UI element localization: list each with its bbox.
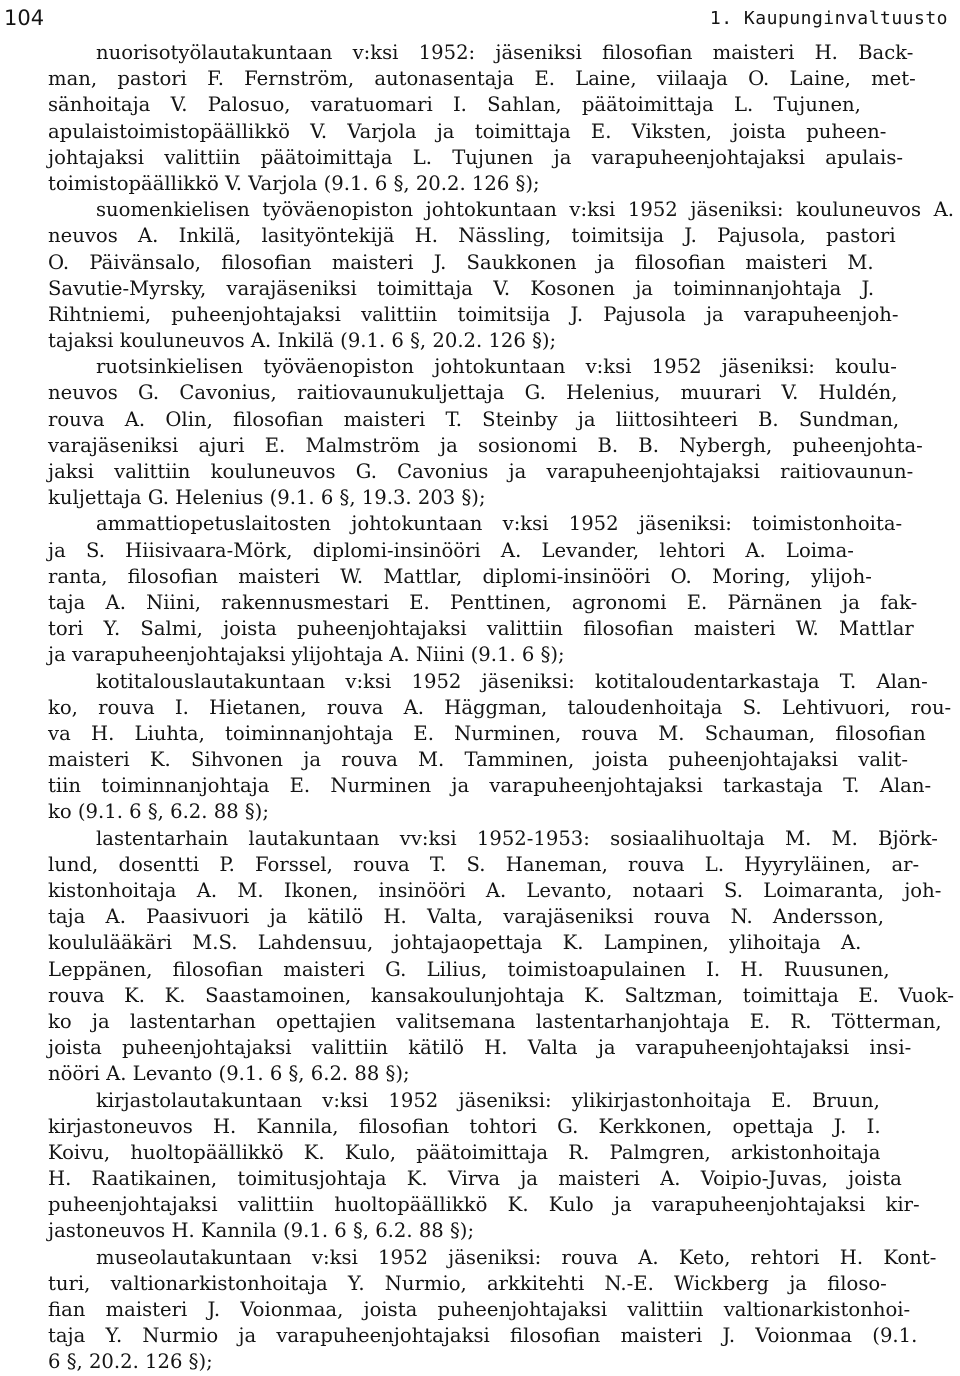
text-line: fian maisteri J. Voionmaa, joista puheenjohtajaksi valittiin valtionarkistonhoi- xyxy=(48,1298,911,1321)
text-line: koululääkäri M.S. Lahdensuu, johtajaopettaja K. Lampinen, ylihoitaja A. xyxy=(48,931,862,955)
text-line: ranta, filosofian maisteri W. Mattlar, diplomi-insinööri O. Moring, ylijoh- xyxy=(48,564,872,588)
text-line: johtajaksi valittiin päätoimittaja L. Tujunen ja varapuheenjohtajaksi apulais- xyxy=(48,145,903,169)
text-line: turi, valtionarkistonhoitaja Y. Nurmio, arkkitehti N.-E. Wickberg ja filoso- xyxy=(48,1271,887,1295)
text-line: taja Y. Nurmio ja varapuheenjohtajaksi filosofian maisteri J. Voionmaa (9.1. xyxy=(48,1324,918,1348)
text-line: rouva K. K. Saastamoinen, kansakoulunjohtaja K. Saltzman, toimittaja E. Vuok- xyxy=(48,983,954,1007)
text-line: va H. Liuhta, toiminnanjohtaja E. Nurminen, rouva M. Schauman, filosofian xyxy=(48,721,926,745)
text-line: ja S. Hiisivaara-Mörk, diplomi-insinööri A. Levander, lehtori A. Loima- xyxy=(48,538,854,562)
text-line: taja A. Niini, rakennusmestari E. Penttinen, agronomi E. Pärnänen ja fak- xyxy=(48,590,918,614)
text-line: suomenkielisen työväenopiston johtokuntaan v:ksi 1952 jäseniksi: kouluneuvos A. xyxy=(96,198,954,222)
text-line: ko (9.1. 6 §, 6.2. 88 §); xyxy=(48,800,269,824)
text-line: Savutie-Myrsky, varajäseniksi toimittaja V. Kosonen ja toiminnanjohtaja J. xyxy=(48,276,875,300)
text-line: tori Y. Salmi, joista puheenjohtajaksi valittiin filosofian maisteri W. Mattlar xyxy=(48,617,914,641)
text-line: rouva A. Olin, filosofian maisteri T. Steinby ja liittosihteeri B. Sundman, xyxy=(48,407,900,431)
text-line: Leppänen, filosofian maisteri G. Lilius, toimistoapulainen I. H. Ruusunen, xyxy=(48,957,890,981)
text-line: Koivu, huoltopäällikkö K. Kulo, päätoimittaja R. Palmgren, arkistonhoitaja xyxy=(48,1140,881,1164)
body-text xyxy=(48,40,954,1376)
text-line: varajäseniksi ajuri E. Malmström ja sosionomi B. B. Nybergh, puheenjohta- xyxy=(48,433,923,457)
text-line: ko ja lastentarhan opettajien valitsemana lastentarhanjohtaja E. R. Tötterman, xyxy=(48,1009,942,1033)
running-head: 1. Kaupunginvaltuusto xyxy=(709,8,948,29)
text-line: neuvos G. Cavonius, raitiovaunukuljettaja G. Helenius, muurari V. Huldén, xyxy=(48,381,898,405)
text-line: ko, rouva I. Hietanen, rouva A. Häggman, taloudenhoitaja S. Lehtivuori, rou- xyxy=(48,695,952,719)
text-line: taja A. Paasivuori ja kätilö H. Valta, varajäseniksi rouva N. Andersson, xyxy=(48,905,884,929)
page-header xyxy=(0,4,960,38)
text-line: maisteri K. Sihvonen ja rouva M. Tamminen, joista puheenjohtajaksi valit- xyxy=(48,748,909,772)
text-line: kistonhoitaja A. M. Ikonen, insinööri A. Levanto, notaari S. Loimaranta, joh- xyxy=(48,879,942,902)
text-line: kirjastoneuvos H. Kannila, filosofian tohtori G. Kerkkonen, opettaja J. I. xyxy=(48,1114,881,1138)
text-line: Rihtniemi, puheenjohtajaksi valittiin toimitsija J. Pajusola ja varapuheenjoh- xyxy=(48,302,899,326)
text-line: O. Päivänsalo, filosofian maisteri J. Saukkonen ja filosofian maisteri M. xyxy=(48,250,874,274)
text-line: H. Raatikainen, toimitusjohtaja K. Virva ja maisteri A. Voipio-Juvas, joista xyxy=(48,1167,902,1191)
text-line: museolautakuntaan v:ksi 1952 jäseniksi: rouva A. Keto, rehtori H. Kont- xyxy=(96,1245,937,1269)
text-line: kotitalouslautakuntaan v:ksi 1952 jäseniksi: kotitaloudentarkastaja T. Alan- xyxy=(96,669,928,693)
text-line: toimistopäällikkö V. Varjola (9.1. 6 §, 20.2. 126 §); xyxy=(48,171,540,195)
text-line: kirjastolautakuntaan v:ksi 1952 jäseniksi: ylikirjastonhoitaja E. Bruun, xyxy=(96,1088,880,1112)
text-line: lastentarhain lautakuntaan vv:ksi 1952-1953: sosiaalihuoltaja M. M. Björk- xyxy=(96,826,938,850)
text-line: puheenjohtajaksi valittiin huoltopäällikkö K. Kulo ja varapuheenjohtajaksi kir- xyxy=(48,1193,920,1217)
page-number: 104 xyxy=(4,6,45,30)
text-line: lund, dosentti P. Forssel, rouva T. S. Haneman, rouva L. Hyyryläinen, ar- xyxy=(48,852,920,876)
text-line: tajaksi kouluneuvos A. Inkilä (9.1. 6 §, 20.2. 126 §); xyxy=(48,329,557,353)
text-line: ruotsinkielisen työväenopiston johtokuntaan v:ksi 1952 jäseniksi: koulu- xyxy=(96,355,897,379)
text-line: 6 §, 20.2. 126 §); xyxy=(48,1350,213,1374)
text-line: sänhoitaja V. Palosuo, varatuomari I. Sahlan, päätoimittaja L. Tujunen, xyxy=(48,93,861,117)
text-line: ammattiopetuslaitosten johtokuntaan v:ksi 1952 jäseniksi: toimistonhoita- xyxy=(96,512,903,536)
text-line: joista puheenjohtajaksi valittiin kätilö H. Valta ja varapuheenjohtajaksi insi- xyxy=(48,1036,912,1060)
text-line: jastoneuvos H. Kannila (9.1. 6 §, 6.2. 88 §); xyxy=(48,1219,475,1243)
text-line: kuljettaja G. Helenius (9.1. 6 §, 19.3. 203 §); xyxy=(48,486,486,510)
text-line: jaksi valittiin kouluneuvos G. Cavonius ja varapuheenjohtajaksi raitiovaunun- xyxy=(48,460,914,483)
text-line: ja varapuheenjohtajaksi ylijohtaja A. Niini (9.1. 6 §); xyxy=(48,643,565,667)
text-line: nuorisotyölautakuntaan v:ksi 1952: jäseniksi filosofian maisteri H. Back- xyxy=(96,41,914,64)
text-line: apulaistoimistopäällikkö V. Varjola ja toimittaja E. Viksten, joista puheen- xyxy=(48,119,887,143)
text-line: tiin toiminnanjohtaja E. Nurminen ja varapuheenjohtajaksi tarkastaja T. Alan- xyxy=(48,774,932,798)
text-line: nööri A. Levanto (9.1. 6 §, 6.2. 88 §); xyxy=(48,1062,410,1086)
text-line: man, pastori F. Fernström, autonasentaja E. Laine, viilaaja O. Laine, met- xyxy=(48,67,916,91)
text-line: neuvos A. Inkilä, lasityöntekijä H. Nässling, toimitsija J. Pajusola, pastori xyxy=(48,224,896,248)
